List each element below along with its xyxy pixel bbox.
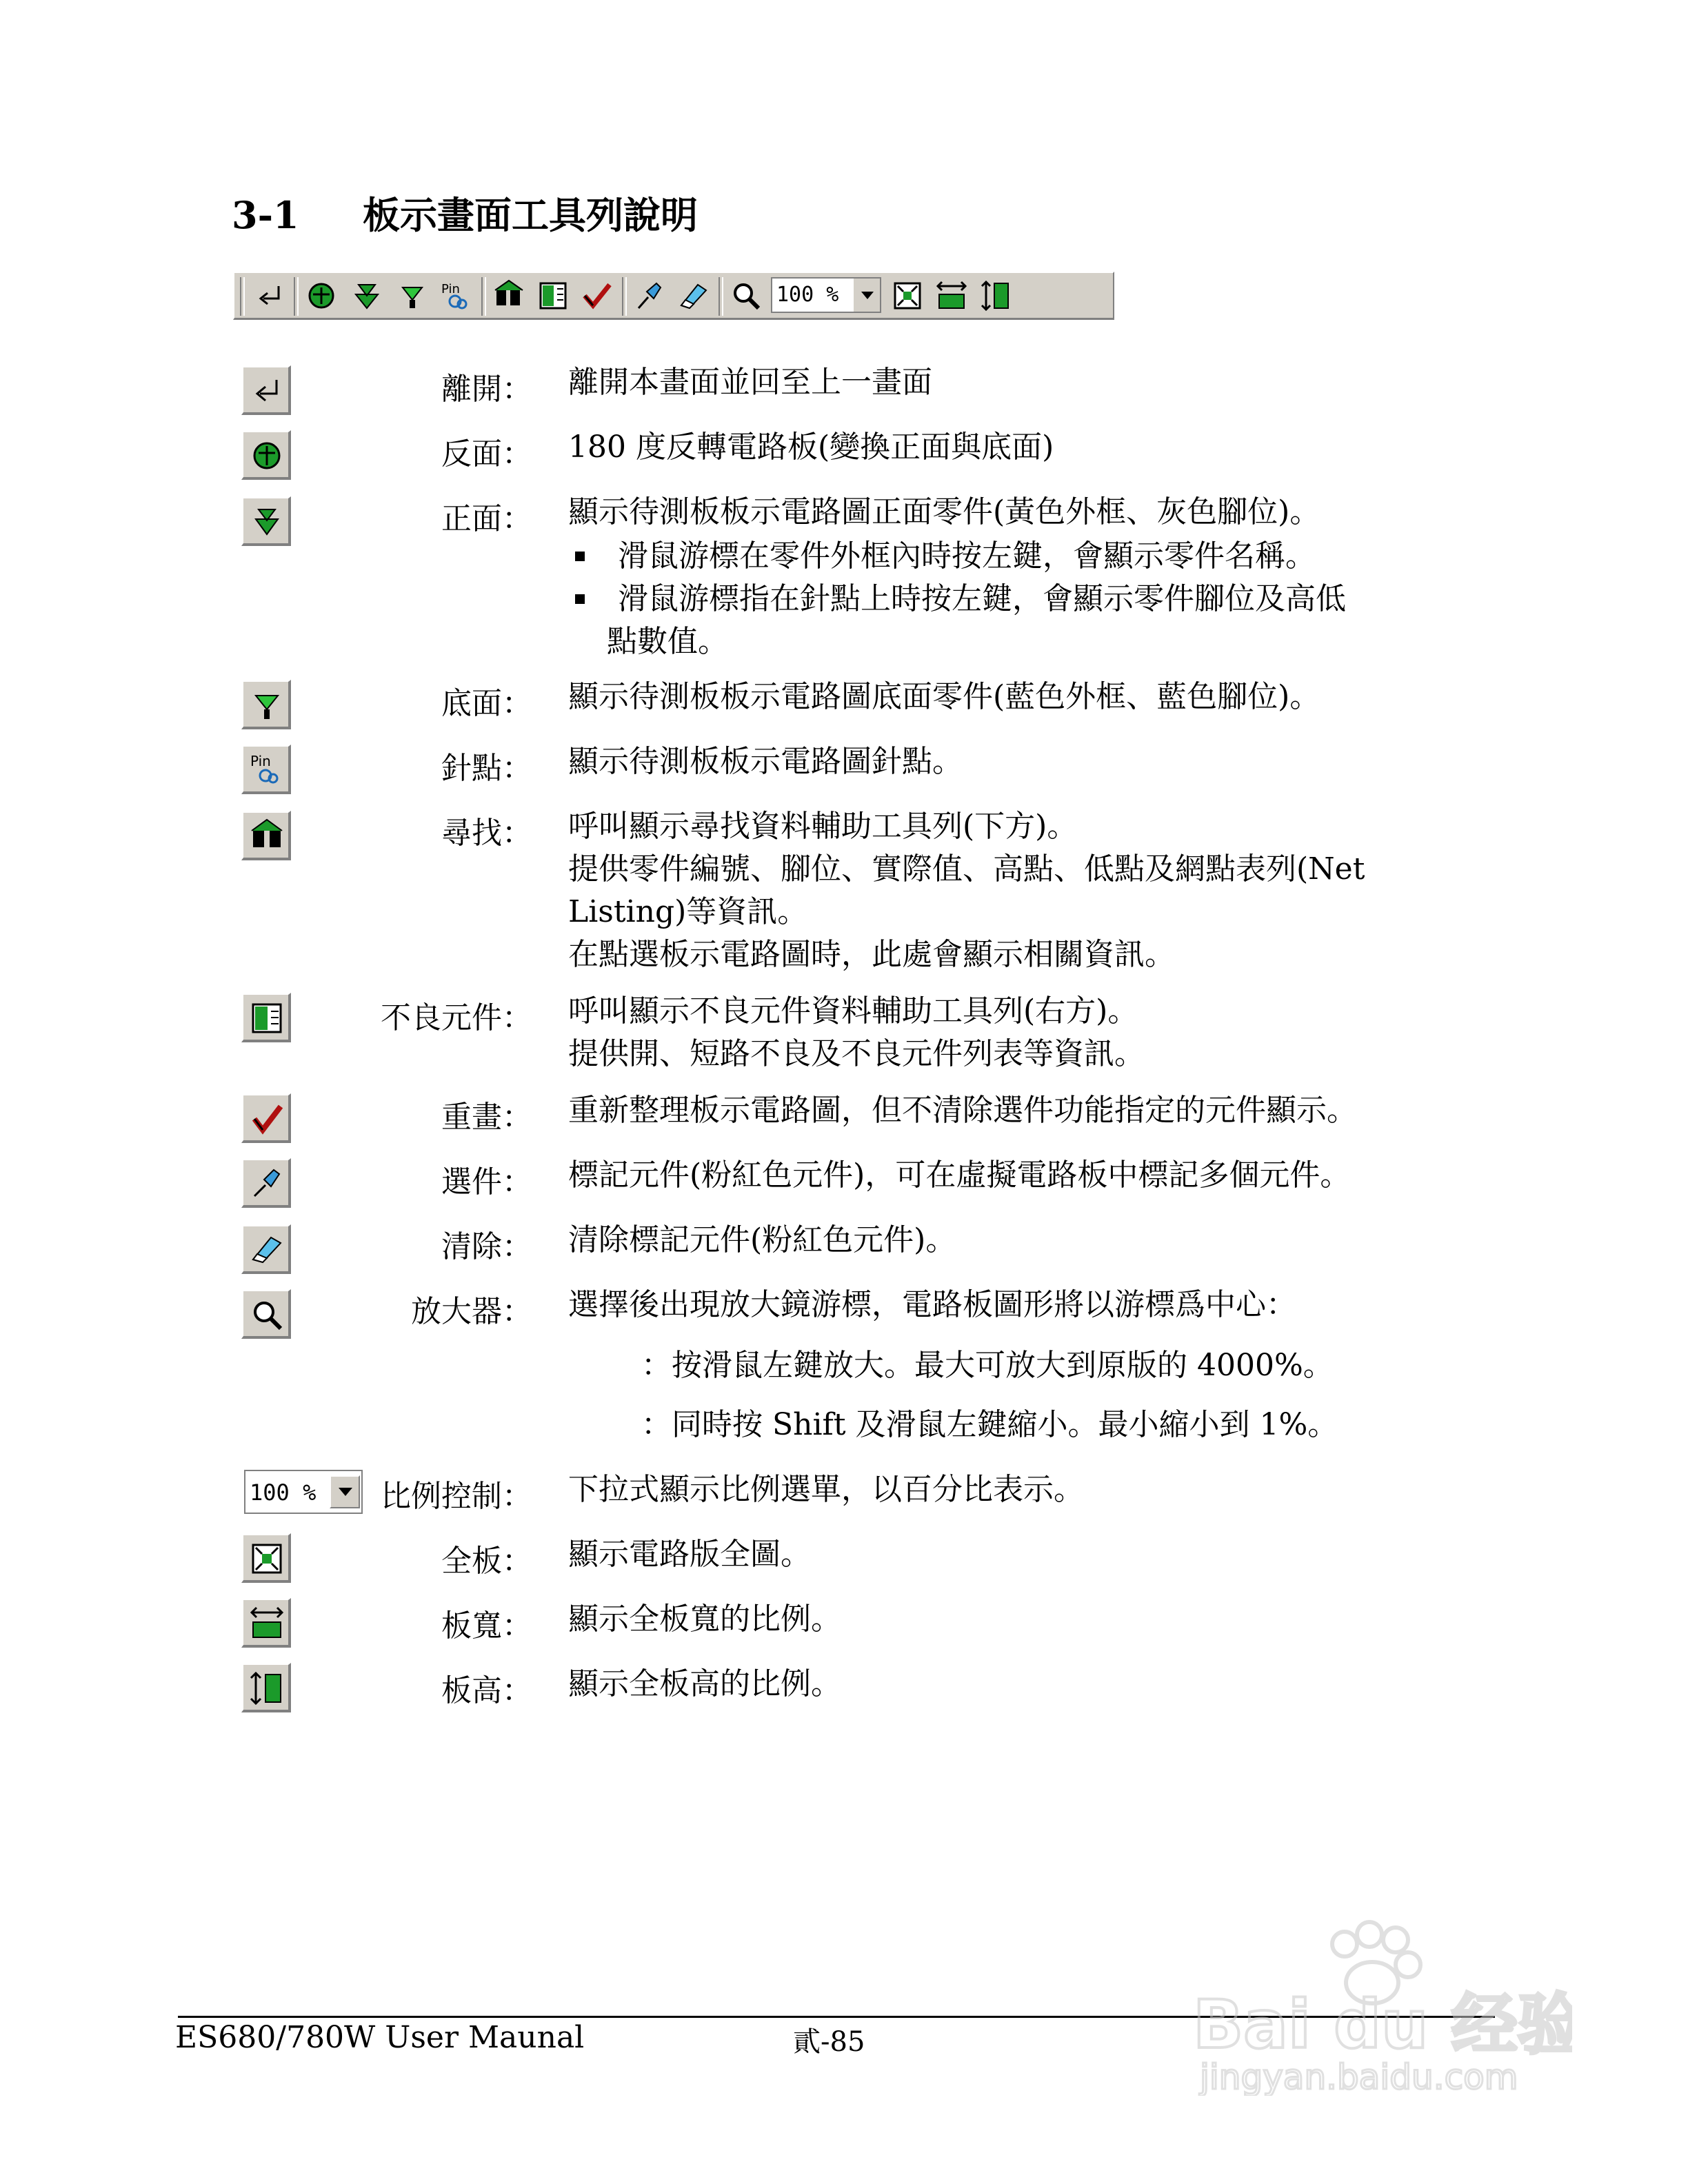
find-icon[interactable] <box>491 278 527 314</box>
exit-icon <box>241 365 291 415</box>
item-label-zoom: 比例控制： <box>381 1479 532 1514</box>
bottom-icon[interactable] <box>394 278 430 314</box>
flip-icon[interactable] <box>303 278 339 314</box>
section-title: 板示畫面工具列說明 <box>363 193 698 237</box>
toolbar-separator <box>294 277 299 316</box>
item-desc-pin: 顯示待測板板示電路圖針點。 <box>568 744 963 779</box>
toolbar-grip <box>240 277 245 316</box>
pin-icon[interactable] <box>439 278 474 314</box>
item-label-redraw: 重畫： <box>441 1100 532 1135</box>
item-desc-find-1: 呼叫顯示尋找資料輔助工具列(下方)。 <box>568 809 1078 844</box>
watermark-url: jingyan.baidu.com <box>1200 2057 1518 2096</box>
item-desc-exit: 離開本畫面並回至上一畫面 <box>568 365 932 400</box>
board-width-icon <box>241 1598 291 1648</box>
item-desc-zoom: 下拉式顯示比例選單，以百分比表示。 <box>568 1472 1084 1507</box>
select-icon[interactable] <box>632 278 667 314</box>
zoom-select[interactable] <box>771 277 881 313</box>
find-icon <box>241 811 291 860</box>
bad-component-icon <box>241 993 291 1042</box>
pin-icon <box>241 745 291 794</box>
item-desc-magnifier: 選擇後出現放大鏡游標，電路板圖形將以游標爲中心： <box>568 1287 1296 1322</box>
chevron-down-icon[interactable] <box>852 279 880 312</box>
redraw-icon[interactable] <box>579 278 615 314</box>
item-label-bottom: 底面： <box>441 686 532 721</box>
item-desc-bad-component-2: 提供開、短路不良及不良元件列表等資訊。 <box>568 1036 1145 1071</box>
bad-component-icon[interactable] <box>535 278 571 314</box>
clear-icon[interactable] <box>676 278 712 314</box>
board-height-icon[interactable] <box>978 278 1014 314</box>
select-icon <box>241 1158 291 1208</box>
redraw-icon <box>241 1093 291 1143</box>
bullet-marker <box>575 552 585 561</box>
section-heading <box>232 186 698 239</box>
item-desc-magnifier-zoom-out: ：同時按 Shift 及滑鼠左鍵縮小。最小縮小到 1%。 <box>641 1407 1338 1442</box>
item-desc-magnifier-zoom-in: ：按滑鼠左鍵放大。最大可放大到原版的 4000%。 <box>641 1348 1334 1383</box>
zoom-select <box>244 1470 363 1514</box>
item-label-flip: 反面： <box>441 436 532 472</box>
item-label-bad-component: 不良元件： <box>381 1000 532 1035</box>
item-label-clear: 清除： <box>441 1229 532 1264</box>
item-desc-find-2: 提供零件編號、腳位、實際值、高點、低點及網點表列(Net <box>568 851 1365 887</box>
exit-icon[interactable] <box>251 278 287 314</box>
item-desc-bad-component-1: 呼叫顯示不良元件資料輔助工具列(右方)。 <box>568 993 1138 1029</box>
board-toolbar <box>233 272 1114 320</box>
item-desc-select: 標記元件(粉紅色元件)，可在虛擬電路板中標記多個元件。 <box>568 1157 1351 1193</box>
item-desc-find-4: 在點選板示電路圖時，此處會顯示相關資訊。 <box>568 937 1175 972</box>
bullet-marker <box>575 594 585 604</box>
chevron-down-icon <box>330 1475 360 1508</box>
zoom-value: 100 % <box>776 283 839 307</box>
section-number: 3-1 <box>232 193 299 237</box>
item-label-exit: 離開： <box>441 372 532 407</box>
bottom-icon <box>241 680 291 729</box>
magnifier-icon[interactable] <box>728 278 764 314</box>
toolbar-separator <box>481 277 486 316</box>
item-label-front: 正面： <box>441 501 532 536</box>
item-label-find: 尋找： <box>441 816 532 851</box>
zoom-value: 100 % <box>250 1479 316 1506</box>
item-label-select: 選件： <box>441 1164 532 1200</box>
item-desc-full-board: 顯示電路版全圖。 <box>568 1537 811 1572</box>
item-label-board-height: 板高： <box>441 1673 532 1708</box>
baidu-watermark <box>1186 1917 1572 2096</box>
front-icon[interactable] <box>349 278 385 314</box>
item-desc-board-width: 顯示全板寬的比例。 <box>568 1601 841 1637</box>
flip-icon <box>241 430 291 480</box>
toolbar-separator <box>622 277 627 316</box>
footer-page-number: 貳-85 <box>793 2026 865 2058</box>
item-desc-bottom: 顯示待測板板示電路圖底面零件(藍色外框、藍色腳位)。 <box>568 679 1320 714</box>
bullet-text: 滑鼠游標在零件外框內時按左鍵，會顯示零件名稱。 <box>618 538 1316 574</box>
watermark-brand: Bai du 经验 <box>1193 1986 1572 2063</box>
item-label-board-width: 板寬： <box>441 1608 532 1644</box>
svg-text:Pin: Pin <box>250 753 271 769</box>
item-desc-flip: 180 度反轉電路板(變換正面與底面) <box>568 429 1054 465</box>
footer-manual-title: ES680/780W User Maunal <box>175 2020 585 2055</box>
full-board-icon <box>241 1533 291 1583</box>
bullet-continuation: 點數值。 <box>607 624 728 659</box>
item-label-magnifier: 放大器： <box>411 1294 532 1329</box>
item-desc-redraw: 重新整理板示電路圖，但不清除選件功能指定的元件顯示。 <box>568 1093 1357 1128</box>
full-board-icon[interactable] <box>890 278 925 314</box>
item-label-pin: 針點： <box>441 751 532 786</box>
clear-icon <box>241 1224 291 1274</box>
toolbar-separator <box>719 277 723 316</box>
front-icon <box>241 496 291 546</box>
item-label-full-board: 全板： <box>441 1544 532 1579</box>
item-desc-clear: 清除標記元件(粉紅色元件)。 <box>568 1222 956 1257</box>
item-desc-find-3: Listing)等資訊。 <box>568 894 808 929</box>
item-desc-board-height: 顯示全板高的比例。 <box>568 1666 841 1701</box>
board-height-icon <box>241 1663 291 1712</box>
magnifier-icon <box>241 1289 291 1339</box>
svg-text:Pin: Pin <box>441 282 460 296</box>
item-desc-front: 顯示待測板板示電路圖正面零件(黃色外框、灰色腳位)。 <box>568 494 1320 529</box>
board-width-icon[interactable] <box>934 278 969 314</box>
bullet-text: 滑鼠游標指在針點上時按左鍵，會顯示零件腳位及高低 <box>618 581 1346 616</box>
